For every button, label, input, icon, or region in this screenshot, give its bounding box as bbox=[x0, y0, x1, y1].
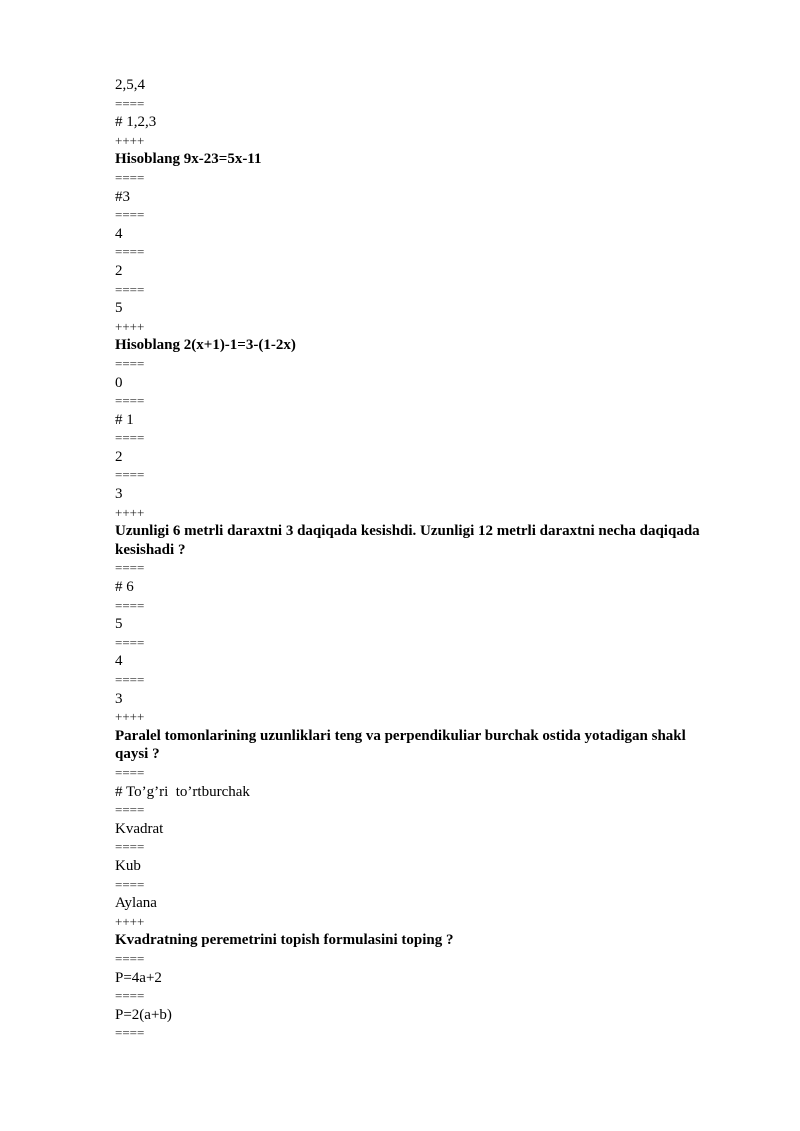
separator-line: ==== bbox=[115, 355, 145, 371]
answer-option: P=4a+2 bbox=[115, 969, 162, 986]
answer-option: 2 bbox=[115, 262, 123, 279]
separator-line: ++++ bbox=[115, 504, 145, 520]
separator-line: ==== bbox=[115, 1025, 145, 1041]
separator-line: ==== bbox=[115, 950, 145, 966]
answer-option: 4 bbox=[115, 225, 123, 242]
answer-option: 2,5,4 bbox=[115, 77, 145, 93]
answer-option: 2 bbox=[115, 448, 123, 465]
question-text: Hisoblang 2(x+1)-1=3-(1-2x) bbox=[115, 337, 296, 354]
question-text: Hisoblang 9x-23=5x-11 bbox=[115, 151, 262, 168]
question-text: Kvadratning peremetrini topish formulasini toping ? bbox=[115, 932, 454, 949]
answer-option: 5 bbox=[115, 616, 123, 633]
answer-option: # 6 bbox=[115, 579, 134, 596]
separator-line: ++++ bbox=[115, 318, 145, 334]
separator-line: ==== bbox=[115, 802, 145, 818]
answer-option: Aylana bbox=[115, 895, 157, 912]
separator-line: ==== bbox=[115, 839, 145, 855]
answer-option: # 1 bbox=[115, 411, 134, 428]
answer-option: 3 bbox=[115, 486, 123, 503]
separator-line: ==== bbox=[115, 244, 145, 260]
separator-line: ==== bbox=[115, 597, 145, 613]
separator-line: ==== bbox=[115, 988, 145, 1004]
answer-option: P=2(a+b) bbox=[115, 1006, 172, 1023]
answer-option: 0 bbox=[115, 374, 123, 391]
separator-line: ==== bbox=[115, 281, 145, 297]
separator-line: ==== bbox=[115, 169, 145, 185]
separator-line: ==== bbox=[115, 95, 145, 111]
separator-line: ++++ bbox=[115, 913, 145, 929]
separator-line: ++++ bbox=[115, 709, 145, 725]
separator-line: ==== bbox=[115, 207, 145, 223]
question-text: Paralel tomonlarining uzunliklari teng va perpendikuliar burchak ostida yotadigan shakl qaysi ? bbox=[115, 727, 686, 763]
answer-option: Kvadrat bbox=[115, 820, 164, 837]
separator-line: ==== bbox=[115, 560, 145, 576]
question-text: Uzunligi 6 metrli daraxtni 3 daqiqada kesishdi. Uzunligi 12 metrli daraxtni necha daqiqada kesishadi ? bbox=[115, 523, 700, 558]
separator-line: ==== bbox=[115, 467, 145, 483]
separator-line: ==== bbox=[115, 634, 145, 650]
separator-line: ==== bbox=[115, 430, 145, 446]
answer-option: 4 bbox=[115, 653, 123, 670]
answer-option: 5 bbox=[115, 300, 123, 317]
separator-line: ++++ bbox=[115, 132, 145, 148]
document-body bbox=[115, 76, 715, 1043]
separator-line: ==== bbox=[115, 764, 145, 780]
separator-line: ==== bbox=[115, 393, 145, 409]
answer-option: # To’g’ri to’rtburchak bbox=[115, 783, 250, 800]
separator-line: ==== bbox=[115, 876, 145, 892]
answer-option: 3 bbox=[115, 690, 123, 707]
separator-line: ==== bbox=[115, 672, 145, 687]
answer-option: # 1,2,3 bbox=[115, 114, 157, 131]
answer-option: Kub bbox=[115, 857, 141, 874]
answer-option: #3 bbox=[115, 188, 130, 205]
